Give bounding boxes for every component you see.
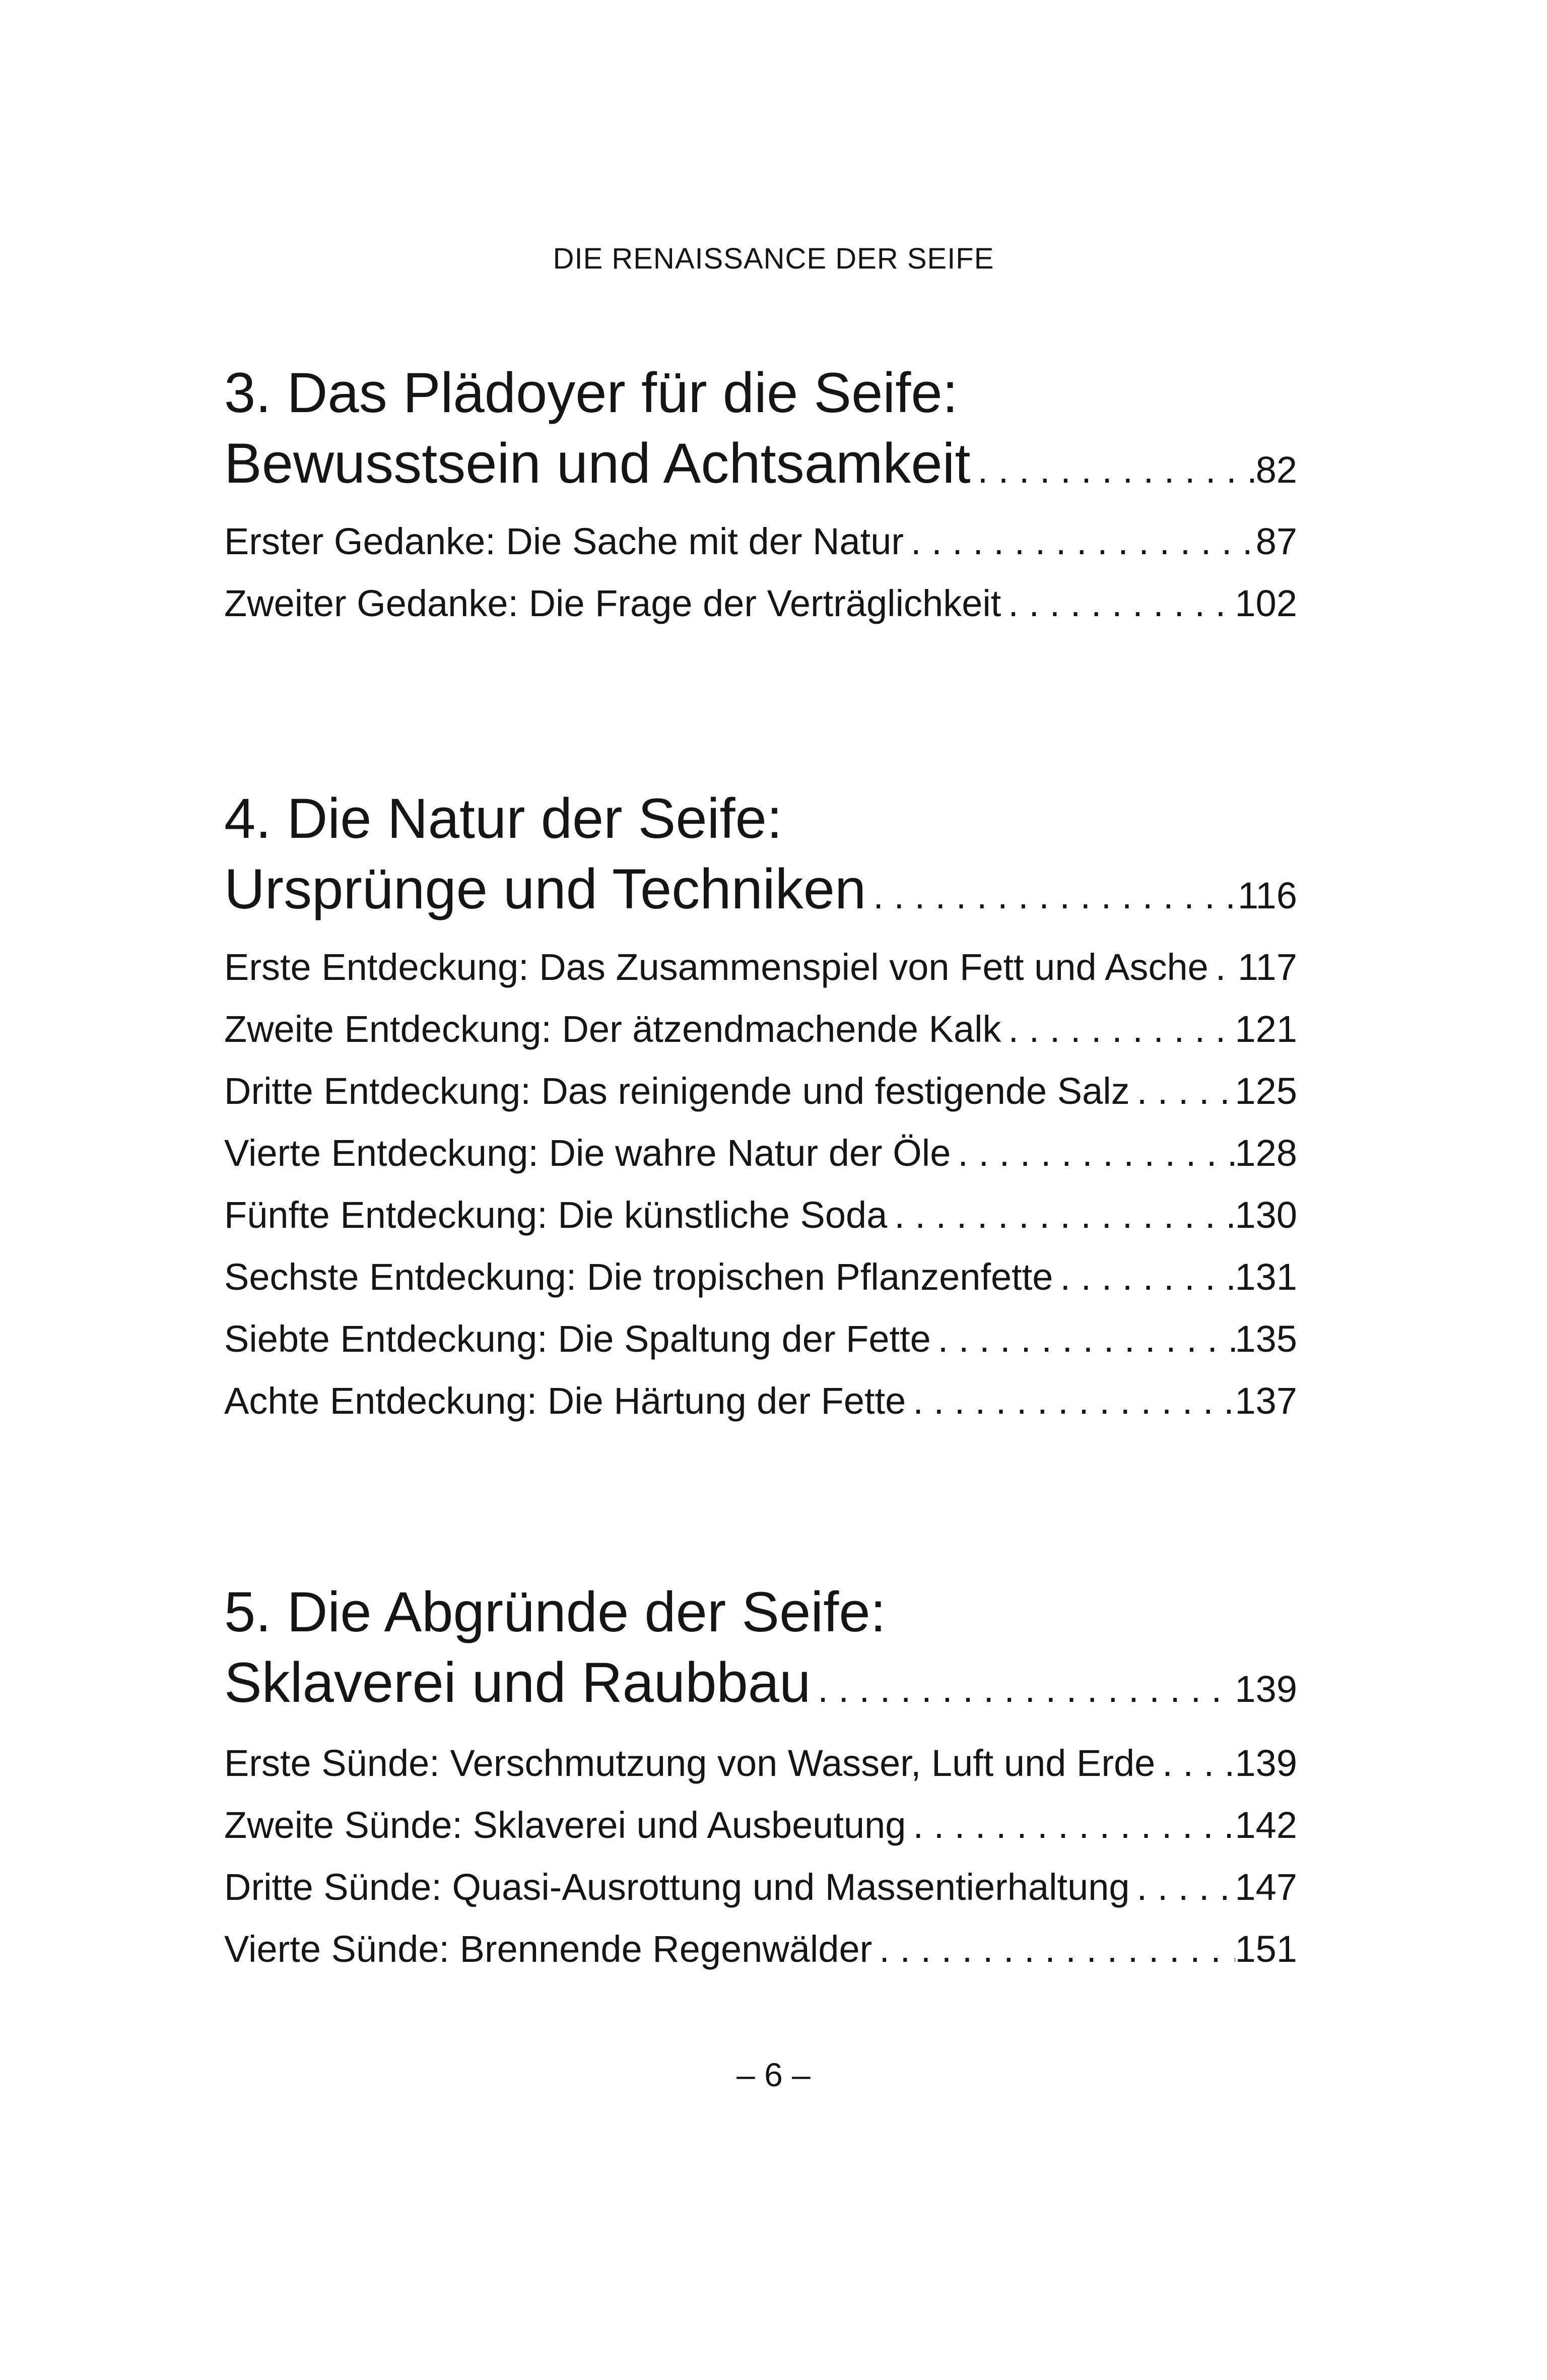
dot-leader [1001, 576, 1235, 631]
page-number: 147 [1235, 1866, 1297, 1908]
chapter-subtitle: Ursprünge und Techniken [224, 857, 866, 920]
entry-label: Vierte Sünde: Brennende Regenwälder [224, 1928, 872, 1970]
toc-entry[interactable] [224, 1311, 1297, 1367]
entry-label: Dritte Entdeckung: Das reinigende und festigende Salz [224, 1070, 1130, 1112]
dot-leader [951, 1126, 1235, 1181]
entry-label: Achte Entdeckung: Die Härtung der Fette [224, 1380, 906, 1422]
toc-entry[interactable] [224, 1064, 1297, 1119]
page-number: 128 [1235, 1132, 1297, 1174]
chapter-title-row[interactable] [224, 1647, 1297, 1718]
running-head: DIE RENAISSANCE DER SEIFE [553, 242, 994, 275]
page-number: 139 [1235, 1742, 1297, 1784]
page-folio: – 6 – [736, 2056, 811, 2093]
toc-entry[interactable] [224, 940, 1297, 995]
page-number: 135 [1235, 1318, 1297, 1360]
dot-leader [1155, 1736, 1235, 1791]
page-number: 139 [1235, 1668, 1297, 1710]
page-number: 131 [1235, 1256, 1297, 1298]
chapter-subtitle: Bewusstsein und Achtsamkeit [224, 432, 971, 495]
chapter-title-row[interactable] [224, 428, 1297, 499]
entry-label: Zweiter Gedanke: Die Frage der Verträglichkeit [224, 582, 1001, 624]
page-number: 87 [1255, 520, 1297, 562]
dot-leader [931, 1311, 1235, 1367]
page-number: 142 [1235, 1804, 1297, 1846]
dot-leader [1001, 1002, 1235, 1057]
entry-label: Erste Entdeckung: Das Zusammenspiel von Fett und Asche [224, 946, 1208, 988]
page-number: 125 [1235, 1070, 1297, 1112]
chapter-title: 4. Die Natur der Seife: [224, 787, 783, 850]
dot-leader [1208, 940, 1238, 995]
page-number: 82 [1255, 449, 1297, 491]
toc-entry[interactable] [224, 1736, 1297, 1791]
toc-entry[interactable] [224, 1126, 1297, 1181]
toc-entry[interactable] [224, 514, 1297, 569]
dot-leader [906, 1373, 1235, 1429]
toc-entry[interactable] [224, 1249, 1297, 1305]
dot-leader [866, 861, 1238, 931]
toc-entry[interactable] [224, 1860, 1297, 1915]
page-number: 121 [1235, 1008, 1297, 1050]
entry-label: Vierte Entdeckung: Die wahre Natur der Öle [224, 1132, 951, 1174]
page-number: 102 [1235, 582, 1297, 624]
page-number: 151 [1235, 1928, 1297, 1970]
entry-label: Fünfte Entdeckung: Die künstliche Soda [224, 1194, 888, 1236]
entry-label: Dritte Sünde: Quasi-Ausrottung und Massentierhaltung [224, 1866, 1130, 1908]
dot-leader [1053, 1249, 1235, 1305]
dot-leader [906, 1798, 1235, 1853]
dot-leader [872, 1922, 1235, 1977]
entry-label: Zweite Sünde: Sklaverei und Ausbeutung [224, 1804, 906, 1846]
entry-label: Sechste Entdeckung: Die tropischen Pflanzenfette [224, 1256, 1053, 1298]
dot-leader [1130, 1064, 1235, 1119]
dot-leader [811, 1654, 1235, 1725]
page-number: 130 [1235, 1194, 1297, 1236]
page-number: 117 [1238, 946, 1297, 988]
toc-entry[interactable] [224, 1922, 1297, 1977]
chapter-title-row[interactable] [224, 854, 1297, 924]
toc-entry[interactable] [224, 1002, 1297, 1057]
toc-entry[interactable] [224, 1798, 1297, 1853]
entry-label: Siebte Entdeckung: Die Spaltung der Fette [224, 1318, 931, 1360]
chapter-subtitle: Sklaverei und Raubbau [224, 1651, 811, 1714]
chapter-title: 3. Das Plädoyer für die Seife: [224, 361, 958, 424]
entry-label: Erste Sünde: Verschmutzung von Wasser, Luft und Erde [224, 1742, 1156, 1784]
dot-leader [971, 435, 1256, 505]
dot-leader [1130, 1860, 1235, 1915]
toc-entry[interactable] [224, 1187, 1297, 1243]
dot-leader [904, 514, 1256, 569]
entry-label: Zweite Entdeckung: Der ätzendmachende Kalk [224, 1008, 1001, 1050]
toc-entry[interactable] [224, 1373, 1297, 1429]
page-number: 137 [1235, 1380, 1297, 1422]
page-number: 116 [1238, 875, 1297, 916]
toc-entry[interactable] [224, 576, 1297, 631]
entry-label: Erster Gedanke: Die Sache mit der Natur [224, 520, 904, 562]
dot-leader [887, 1187, 1235, 1243]
chapter-title: 5. Die Abgründe der Seife: [224, 1580, 886, 1643]
